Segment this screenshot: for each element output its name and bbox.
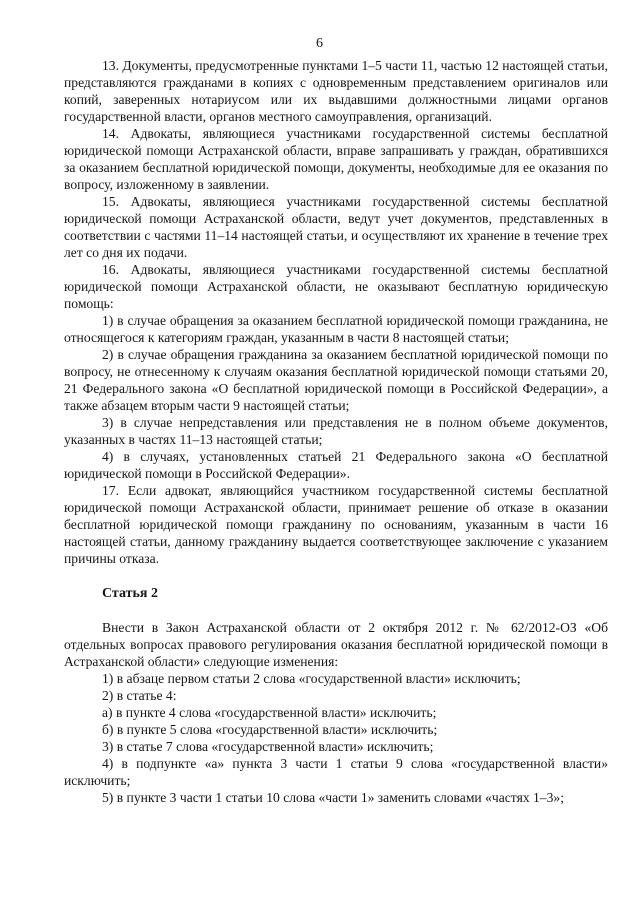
- paragraph-article2-item5: 5) в пункте 3 части 1 статьи 10 слова «части 1» заменить словами «частях 1–3»;: [102, 790, 564, 805]
- paragraph-part16-item4: 4) в случаях, установленных статьей 21 Федерального закона «О бесплатной юридической помощи в Российской Федерации».: [64, 449, 608, 481]
- paragraph-part13: 13. Документы, предусмотренные пунктами 1–5 части 11, частью 12 настоящей статьи, представляются гражданами в копиях с одновременным представлением оригиналов или копий, заверенных нотариусом или их выдавшими должностными лицами органов государственной власти, органов местного самоуправления, организаций.: [64, 58, 608, 124]
- paragraph-part16-item3: 3) в случае непредставления или представления не в полном объеме документов, указанных в частях 11–13 настоящей статьи;: [64, 415, 608, 447]
- paragraph-article2-item2a: а) в пункте 4 слова «государственной власти» исключить;: [102, 705, 437, 720]
- paragraph-part15: 15. Адвокаты, являющиеся участниками государственной системы бесплатной юридической помощи Астраханской области, ведут учет документов, представленных в соответствии с частями 11–14 настоящей статьи, и осуществляют их хранение в течение трех лет со дня их подачи.: [64, 194, 608, 260]
- paragraph-article2-intro: Внести в Закон Астраханской области от 2 октября 2012 г. № 62/2012-ОЗ «Об отдельных вопросах правового регулирования оказания бесплатной юридической помощи в Астраханской области» следующие изменения:: [64, 620, 608, 669]
- paragraph-part17: 17. Если адвокат, являющийся участником государственной системы бесплатной юридической помощи Астраханской области, принимает решение об отказе в оказании бесплатной юридической помощи гражданину по основаниям, указанным в части 16 настоящей статьи, данному гражданину выдается соответствующее заключение с указанием причины отказа.: [64, 483, 608, 566]
- paragraph-article2-item2: 2) в статье 4:: [102, 688, 177, 703]
- page-number: 6: [316, 36, 323, 51]
- paragraph-article2-item3: 3) в статье 7 слова «государственной власти» исключить;: [102, 739, 434, 754]
- paragraph-article2-item1: 1) в абзаце первом статьи 2 слова «государственной власти» исключить;: [102, 671, 521, 686]
- paragraph-part16: 16. Адвокаты, являющиеся участниками государственной системы бесплатной юридической помощи Астраханской области, не оказывают бесплатную юридическую помощь:: [64, 262, 608, 311]
- paragraph-part14: 14. Адвокаты, являющиеся участниками государственной системы бесплатной юридической помощи Астраханской области, вправе запрашивать у граждан, обратившихся за оказанием бесплатной юридической помощи, документы, необходимые для ее оказания по вопросу, изложенному в заявлении.: [64, 126, 608, 192]
- paragraph-article2-item4: 4) в подпункте «а» пункта 3 части 1 статьи 9 слова «государственной власти» исключить;: [64, 756, 608, 788]
- paragraph-part16-item1: 1) в случае обращения за оказанием бесплатной юридической помощи гражданина, не относящегося к категориям граждан, указанным в части 8 настоящей статьи;: [64, 313, 608, 345]
- paragraph-article2-item2b: б) в пункте 5 слова «государственной власти» исключить;: [102, 722, 438, 737]
- article-heading: Статья 2: [102, 586, 158, 601]
- document-body: [64, 57, 608, 806]
- paragraph-part16-item2: 2) в случае обращения гражданина за оказанием бесплатной юридической помощи по вопросу, не отнесенному к случаям оказания бесплатной юридической помощи статьями 20, 21 Федерального закона «О бесплатной юридической помощи в Российской Федерации», а также абзацем вторым части 9 настоящей статьи;: [64, 347, 608, 413]
